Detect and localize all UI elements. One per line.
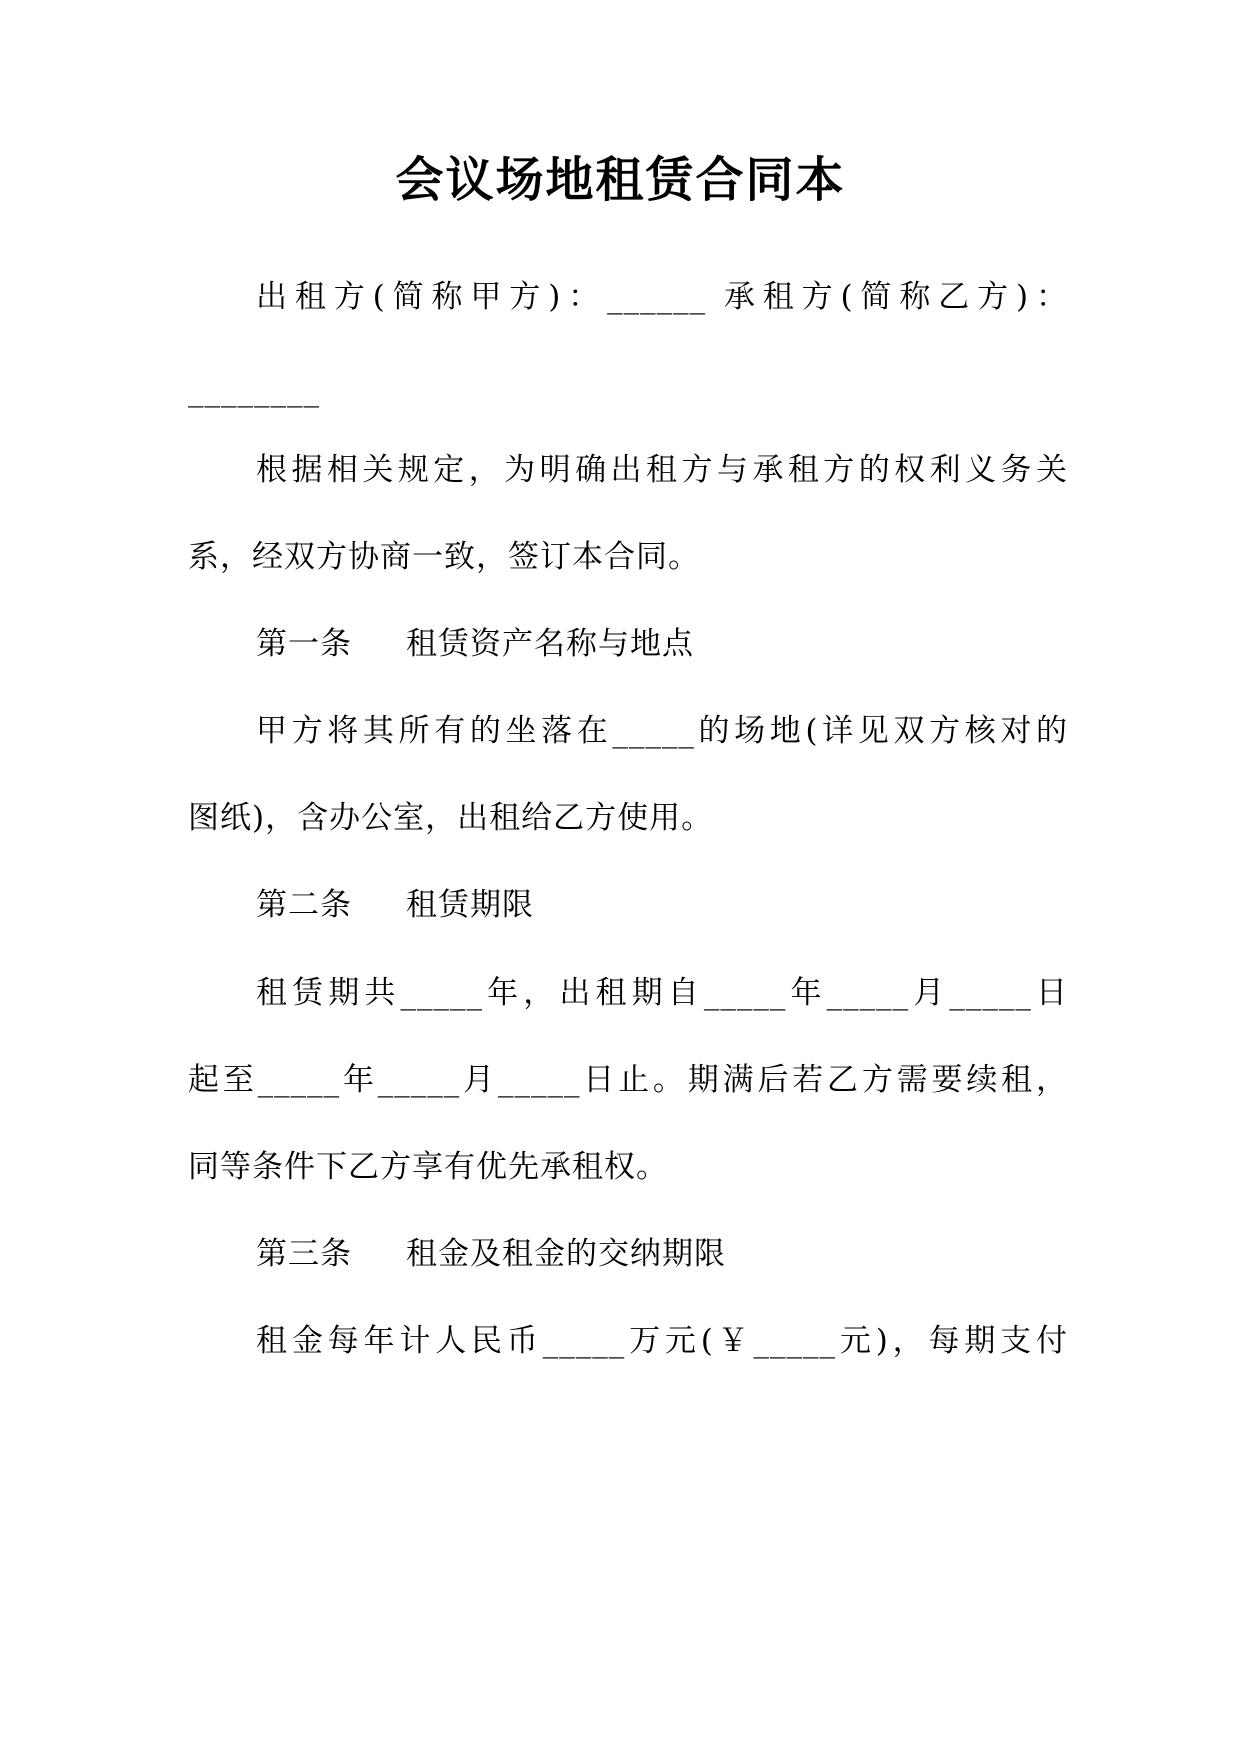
article-1-line: 甲方将其所有的坐落在_____的场地(详见双方核对的 <box>256 713 1068 749</box>
article-3-line: 租金每年计人民币_____万元(￥_____元)，每期支付 <box>256 1323 1068 1359</box>
document-title: 会议场地租赁合同本 <box>395 152 846 208</box>
article-heading-2 <box>256 885 1068 925</box>
article-heading-1 <box>256 624 1068 664</box>
article-title: 租金及租金的交纳期限 <box>406 1236 726 1272</box>
parties-line: 出租方(简称甲方)：______ 承租方(简称乙方)： <box>256 279 1068 315</box>
article-number: 第三条 <box>256 1236 352 1272</box>
article-2-line-continued: 起至_____年_____月_____日止。期满后若乙方需要续租， <box>188 1062 1068 1098</box>
article-title: 租赁期限 <box>406 887 534 923</box>
article-number: 第一条 <box>256 626 352 662</box>
parties-line-continued: ________ <box>188 372 320 408</box>
article-number: 第二条 <box>256 887 352 923</box>
preamble-line: 根据相关规定，为明确出租方与承租方的权利义务关 <box>256 452 1068 488</box>
article-2-line: 租赁期共_____年，出租期自_____年_____月_____日 <box>256 975 1068 1011</box>
preamble-line-continued: 系，经双方协商一致，签订本合同。 <box>188 539 700 575</box>
article-heading-3 <box>256 1234 1068 1274</box>
article-2-line-final: 同等条件下乙方享有优先承租权。 <box>188 1149 668 1185</box>
article-title: 租赁资产名称与地点 <box>406 626 694 662</box>
article-1-line-continued: 图纸)，含办公室，出租给乙方使用。 <box>188 800 714 836</box>
